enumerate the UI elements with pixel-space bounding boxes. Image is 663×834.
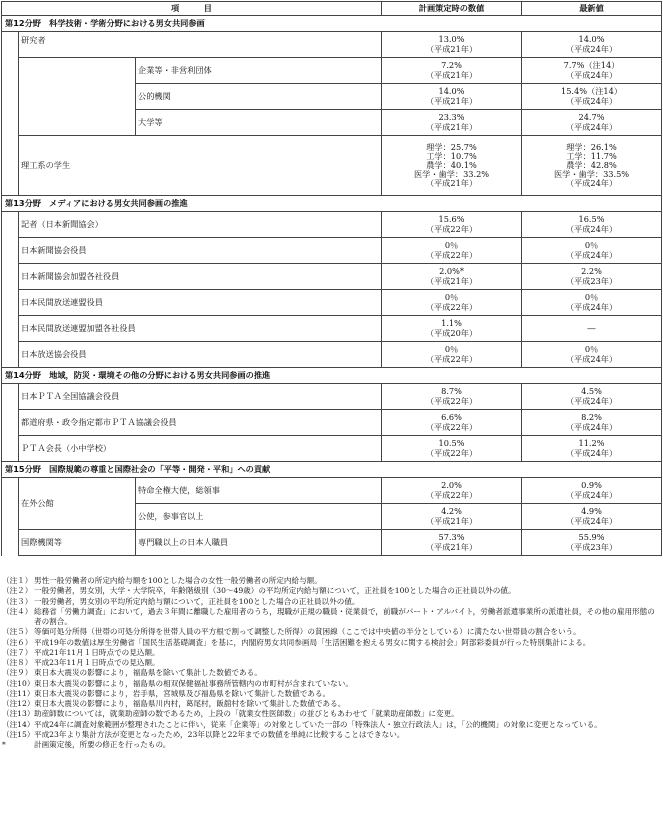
footnote-text: 一般労働者，男女別，大学・大学院卒，年齢階級別（30～49歳）の平均所定内給与額について，正社員を100とした場合の正社員以外の値。 [34, 586, 516, 596]
footnote [2, 586, 661, 596]
footnote-label: （注10） [2, 678, 35, 688]
latest-value: 14.0% （平成24年） [522, 32, 662, 58]
row-label: 在外公館 [19, 478, 136, 530]
table-row [2, 290, 662, 316]
latest-value: ― [522, 316, 662, 342]
section-title: 第13分野 メディアにおける男女共同参画の推進 [2, 196, 662, 212]
plan-value: 8.7% （平成22年） [382, 384, 522, 410]
latest-value: 15.4%（注14） （平成24年） [522, 84, 662, 110]
table-row [2, 410, 662, 436]
footnote-label: （注13） [2, 709, 35, 719]
section-title: 第14分野 地域，防災・環境その他の分野における男女共同参画の推進 [2, 368, 662, 384]
latest-value: 4.5% （平成24年） [522, 384, 662, 410]
row-label: 大学等 [136, 110, 382, 136]
table-row [2, 58, 662, 84]
row-label: 日本ＰＴＡ全国協議会役員 [19, 384, 382, 410]
footnote-label: （注８） [2, 658, 33, 667]
row-label: 日本新聞協会役員 [19, 238, 382, 264]
header-item: 項 目 [2, 2, 382, 16]
table-row [2, 316, 662, 342]
latest-value: 0.9% （平成24年） [522, 478, 662, 504]
footnote-text: 平成21年11月１日時点での見込額。 [34, 647, 160, 657]
table-row [2, 32, 662, 58]
footnote [2, 679, 661, 689]
footnote [2, 658, 661, 668]
plan-value: 0％ （平成22年） [382, 342, 522, 368]
section-title: 第15分野 国際規範の尊重と国際社会の「平等・開発・平和」への貢献 [2, 462, 662, 478]
row-label: 日本民間放送連盟役員 [19, 290, 382, 316]
footnote [2, 740, 661, 750]
footnote [2, 709, 661, 719]
footnote-label: （注５） [2, 627, 33, 637]
plan-value: 7.2% （平成21年） [382, 58, 522, 84]
plan-value: 0％ （平成22年） [382, 290, 522, 316]
section-14 [2, 368, 662, 384]
plan-value: 6.6% （平成22年） [382, 410, 522, 436]
indent-cell [2, 212, 19, 368]
row-label: 日本民間放送連盟加盟各社役員 [19, 316, 382, 342]
latest-value: 0％ （平成24年） [522, 290, 662, 316]
latest-value: 4.9% （平成24年） [522, 504, 662, 530]
table-row [2, 478, 662, 504]
footnote-text: 平成24年に調査対象範囲が整理されたことに伴い，従来「企業等」の対象としていた一部の「特殊法人・独立行政法人」は，「公的機関」の対象に変更となっている。 [34, 719, 602, 729]
latest-value: 0％ （平成24年） [522, 342, 662, 368]
table-row [2, 384, 662, 410]
footnote [2, 597, 661, 607]
footnote-label: （注４） [2, 606, 33, 616]
plan-value: 13.0% （平成21年） [382, 32, 522, 58]
footnote-label: （注12） [2, 699, 35, 708]
footnote-text: 助産師数については，就業助産師の数であるため，上段の「就業女性医師数」の並びともあわせて「就業助産師数」に変更。 [34, 709, 459, 719]
latest-value: 16.5% （平成24年） [522, 212, 662, 238]
latest-value: 24.7% （平成24年） [522, 110, 662, 136]
footnote [2, 607, 661, 628]
table-row [2, 436, 662, 462]
table-row [2, 342, 662, 368]
table-header [2, 2, 662, 16]
row-sublabel: 特命全権大使，総領事 [136, 478, 382, 504]
plan-value: 23.3% （平成21年） [382, 110, 522, 136]
footnotes [2, 576, 661, 750]
latest-value: 7.7%（注14） （平成24年） [522, 58, 662, 84]
table-row [2, 264, 662, 290]
footnote-text: 平成19年の数値は厚生労働省「国民生活基礎調査」を基に，内閣府男女共同参画局「生活困難を抱える男女に関する検討会」阿部彩委員が行った特別集計による。 [34, 637, 591, 647]
table-row [2, 238, 662, 264]
header-latest: 最新値 [522, 2, 662, 16]
footnote-text: 東日本大震災の影響により，福島県を除いて集計した数値である。 [34, 668, 262, 678]
section-12 [2, 16, 662, 32]
row-label: 公的機関 [136, 84, 382, 110]
plan-value: 1.1% （平成20年） [382, 316, 522, 342]
footnote-text: 等価可処分所得（世帯の可処分所得を世帯人員の平方根で割って調整した所得）の貧困線（ここでは中央値の半分としている）に満たない世帯員の割合をいう。 [34, 627, 581, 637]
row-label: 企業等・非営利団体 [136, 58, 382, 84]
footnote-text: 東日本大震災の影響により，福島県の相双保健福祉事務所管轄内の市町村が含まれていない。 [34, 678, 353, 688]
footnote-label: （注３） [2, 596, 33, 606]
footnote-text: 一般労働者，男女別の平均所定内給与額について，正社員を100とした場合の正社員以外の値。 [34, 596, 360, 606]
plan-value: 理学：25.7% 工学：10.7% 農学：40.1% 医学・歯学：33.2% （平成21年） [382, 136, 522, 196]
footnote-text: 東日本大震災の影響により，福島県川内村，葛尾村，飯舘村を除いて集計した数値である。 [34, 699, 346, 708]
footnote [2, 689, 661, 699]
footnote-text: 総務省「労働力調査」において，過去３年間に離職した雇用者のうち，現職が正規の職員・従業員で，前職がパート・アルバイト，労働者派遣事業所の派遣社員，その他の雇用形態の者の割合。 [34, 606, 655, 626]
footnote [2, 648, 661, 658]
table-row [2, 212, 662, 238]
plan-value: 10.5% （平成22年） [382, 436, 522, 462]
footnote [2, 699, 661, 709]
footnote-label: （注９） [2, 668, 33, 678]
plan-value: 2.0% （平成22年） [382, 478, 522, 504]
plan-value: 14.0% （平成21年） [382, 84, 522, 110]
footnote-text: 東日本大震災の影響により，岩手県，宮城県及び福島県を除いて集計した数値である。 [34, 688, 331, 698]
indent-cell [2, 32, 19, 196]
header-plan: 計画策定時の数値 [382, 2, 522, 16]
table-row [2, 136, 662, 196]
blank-cell [19, 58, 136, 136]
row-label: 記者（日本新聞協会） [19, 212, 382, 238]
footnote [2, 720, 661, 730]
footnote-label: （注14） [2, 719, 35, 729]
row-label: 国際機関等 [19, 530, 136, 556]
plan-value: 15.6% （平成22年） [382, 212, 522, 238]
footnote-label: * [2, 740, 6, 749]
row-label: ＰＴＡ会長（小中学校） [19, 436, 382, 462]
plan-value: 0％ （平成22年） [382, 238, 522, 264]
footnote-label: （注７） [2, 647, 33, 657]
footnote [2, 638, 661, 648]
row-label: 研究者 [19, 32, 382, 58]
section-15 [2, 462, 662, 478]
footnote-label: （注２） [2, 586, 33, 596]
latest-value: 8.2% （平成24年） [522, 410, 662, 436]
indent-cell [2, 478, 19, 556]
row-label: 日本新聞協会加盟各社役員 [19, 264, 382, 290]
plan-value: 57.3% （平成21年） [382, 530, 522, 556]
row-label: 日本放送協会役員 [19, 342, 382, 368]
footnote [2, 576, 661, 586]
section-title: 第12分野 科学技術・学術分野における男女共同参画 [2, 16, 662, 32]
footnote-text: 計画策定後，所要の修正を行ったもの。 [34, 740, 171, 749]
footnote-text: 平成23年より集計方法が変更となったため，23年以降と22年までの数値を単純に比較することはできない。 [34, 729, 405, 739]
footnote [2, 668, 661, 678]
footnote-label: （注１） [2, 576, 33, 585]
latest-value: 理学：26.1% 工学：11.7% 農学：42.8% 医学・歯学：33.5% （平成24年） [522, 136, 662, 196]
plan-value: 2.0%* （平成21年） [382, 264, 522, 290]
latest-value: 11.2% （平成24年） [522, 436, 662, 462]
latest-value: 55.9% （平成23年） [522, 530, 662, 556]
plan-value: 4.2% （平成21年） [382, 504, 522, 530]
footnote-text: 男性一般労働者の所定内給与額を100とした場合の女性一般労働者の所定内給与額。 [34, 576, 322, 585]
row-sublabel: 公使，参事官以上 [136, 504, 382, 530]
footnote-text: 平成23年11月１日時点での見込額。 [34, 658, 160, 667]
indent-cell [2, 384, 19, 462]
row-sublabel: 専門職以上の日本人職員 [136, 530, 382, 556]
footnote [2, 627, 661, 637]
latest-value: 2.2% （平成23年） [522, 264, 662, 290]
table-row [2, 530, 662, 556]
row-label: 都道府県・政令指定都市ＰＴＡ協議会役員 [19, 410, 382, 436]
footnote [2, 730, 661, 740]
footnote-label: （注11） [2, 688, 35, 698]
footnote-label: （注15） [2, 729, 35, 739]
section-13 [2, 196, 662, 212]
indicator-table [1, 1, 662, 556]
footnote-label: （注６） [2, 637, 33, 647]
latest-value: 0％ （平成24年） [522, 238, 662, 264]
row-label: 理工系の学生 [19, 136, 382, 196]
